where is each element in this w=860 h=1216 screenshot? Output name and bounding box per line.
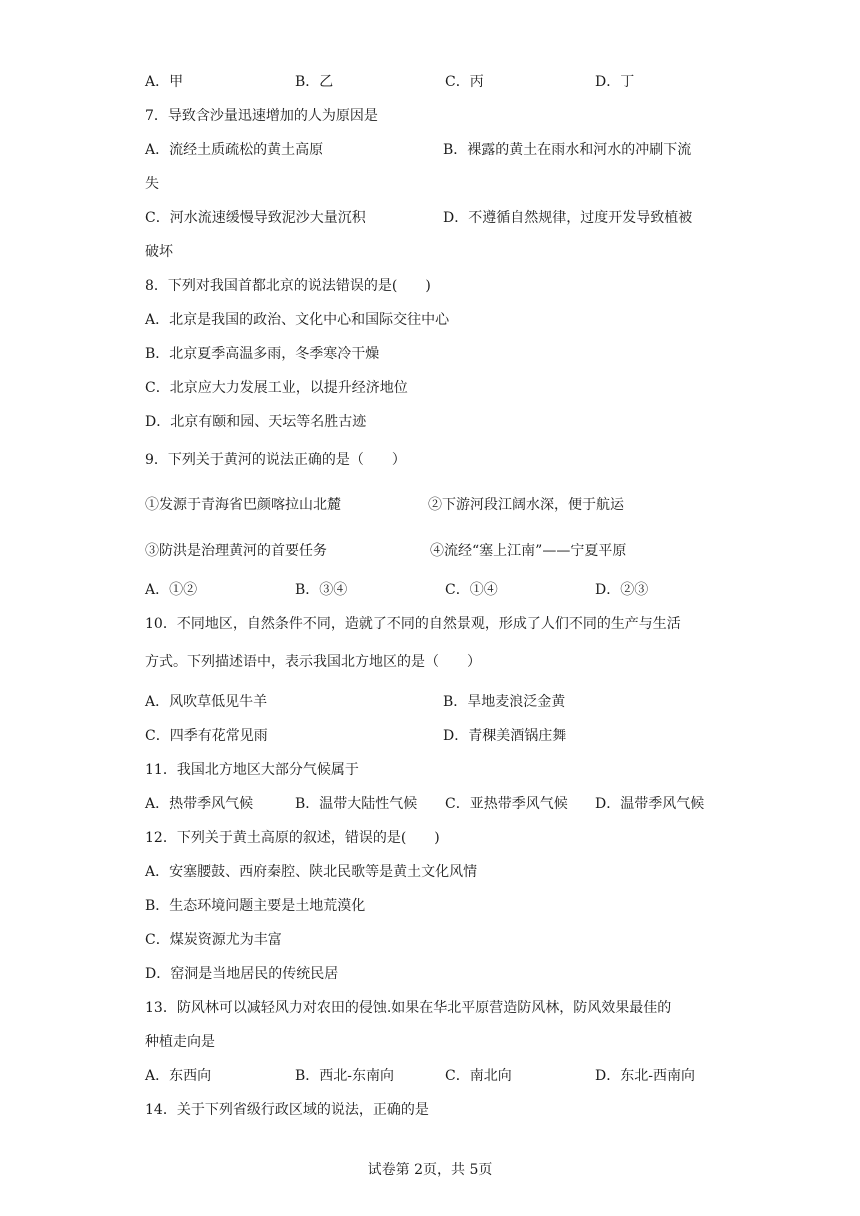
q9-statement-1: ①发源于青海省巴颜喀拉山北麓 [145,497,341,513]
q10-option-a: A．风吹草低见牛羊 [145,694,268,710]
q9-option-c: C．①④ [445,582,498,598]
q7-option-b: B．裸露的黄土在雨水和河水的冲刷下流 [443,142,692,158]
q6-option-c: C．丙 [445,74,484,90]
q9-statement-3: ③防洪是治理黄河的首要任务 [145,543,327,559]
q7-stem: 7．导致含沙量迅速增加的人为原因是 [145,108,378,124]
q12-option-a: A．安塞腰鼓、西府秦腔、陕北民歌等是黄土文化风情 [145,864,478,880]
q11-option-b: B．温带大陆性气候 [295,796,418,812]
q9-stem: 9．下列关于黄河的说法正确的是（ ） [145,452,406,468]
q9-option-d: D．②③ [595,582,649,598]
q9-option-b: B．③④ [295,582,348,598]
q14-stem: 14．关于下列省级行政区域的说法，正确的是 [145,1102,429,1118]
q8-option-c: C．北京应大力发展工业，以提升经济地位 [145,380,408,396]
q13-option-d: D．东北-西南向 [595,1068,695,1084]
q10-stem-line-2: 方式。下列描述语中，表示我国北方地区的是（ ） [145,654,481,670]
q10-option-d: D．青稞美酒锅庄舞 [443,728,567,744]
q8-option-b: B．北京夏季高温多雨，冬季寒冷干燥 [145,346,380,362]
q13-option-b: B．西北-东南向 [295,1068,395,1084]
q6-option-b: B．乙 [295,74,334,90]
q8-option-d: D．北京有颐和园、天坛等名胜古迹 [145,414,367,430]
q10-option-b: B．旱地麦浪泛金黄 [443,694,566,710]
q12-stem: 12．下列关于黄土高原的叙述，错误的是( ) [145,830,440,846]
q6-option-a: A．甲 [145,74,184,90]
page-footer: 试卷第 2页，共 5页 [367,1162,493,1178]
q9-statement-4: ④流经“塞上江南”——宁夏平原 [430,543,627,559]
q7-option-c: C．河水流速缓慢导致泥沙大量沉积 [145,210,366,226]
q12-option-b: B．生态环境问题主要是土地荒漠化 [145,898,366,914]
q11-option-a: A．热带季风气候 [145,796,254,812]
q12-option-d: D．窑洞是当地居民的传统民居 [145,966,339,982]
q10-option-c: C．四季有花常见雨 [145,728,268,744]
q13-option-a: A．东西向 [145,1068,212,1084]
q13-option-c: C．南北向 [445,1068,512,1084]
q13-stem-line-2: 种植走向是 [145,1034,215,1050]
q13-stem-line-1: 13．防风林可以减轻风力对农田的侵蚀.如果在华北平原营造防风林，防风效果最佳的 [145,1000,672,1016]
q12-option-c: C．煤炭资源尤为丰富 [145,932,282,948]
q10-stem-line-1: 10．不同地区，自然条件不同，造就了不同的自然景观，形成了人们不同的生产与生活 [145,616,681,632]
q6-option-d: D．丁 [595,74,635,90]
q11-option-c: C．亚热带季风气候 [445,796,568,812]
q9-statement-2: ②下游河段江阔水深，便于航运 [428,497,624,513]
q9-option-a: A．①② [145,582,198,598]
q7-option-d: D．不遵循自然规律，过度开发导致植被 [443,210,693,226]
q7-option-d-continued: 破坏 [145,244,173,260]
q11-stem: 11．我国北方地区大部分气候属于 [145,762,359,778]
q8-stem: 8．下列对我国首都北京的说法错误的是( ) [145,278,431,294]
q11-option-d: D．温带季风气候 [595,796,705,812]
q7-option-a: A．流经土质疏松的黄土高原 [145,142,324,158]
q8-option-a: A．北京是我国的政治、文化中心和国际交往中心 [145,312,450,328]
q7-option-b-continued: 失 [145,176,159,192]
